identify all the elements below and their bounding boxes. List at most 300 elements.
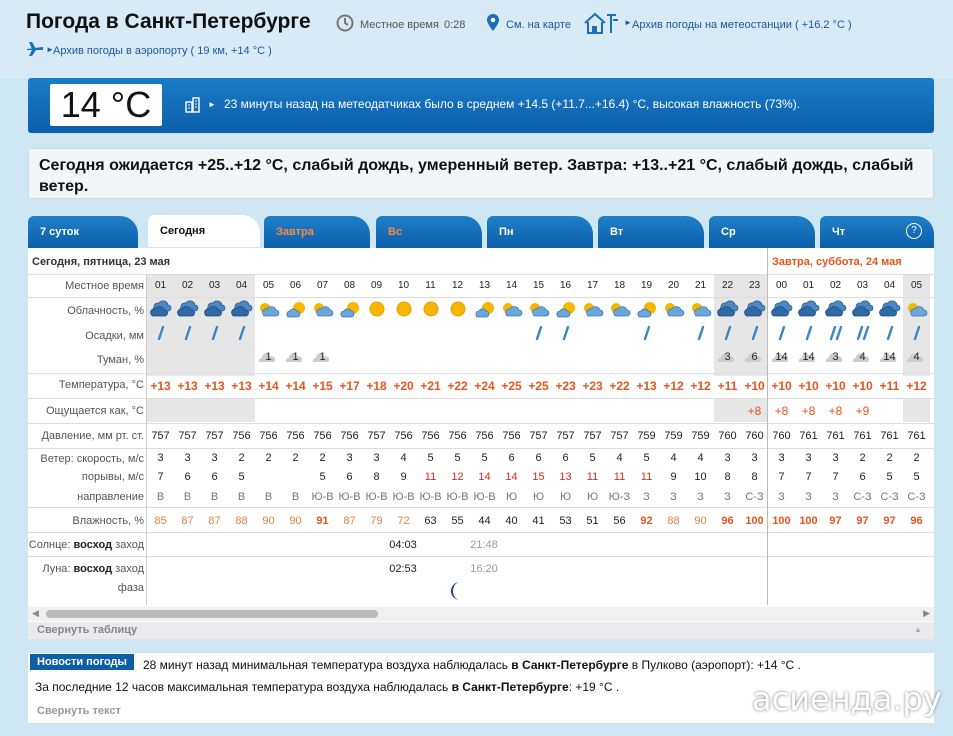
rain-drops-icon	[822, 326, 849, 343]
pressure-cell: 760	[745, 430, 764, 442]
hour-cell: 11	[425, 280, 436, 291]
humidity-cell: 88	[667, 515, 680, 527]
pressure-cell: 756	[394, 430, 413, 442]
hour-cell: 04	[883, 280, 896, 291]
wind-gust-cell: 11	[424, 471, 437, 483]
wind-direction-cell: С-З	[880, 491, 899, 503]
temperature-cell: +11	[879, 379, 900, 393]
rain-drops-icon	[687, 326, 714, 343]
hour-cell: 09	[370, 280, 383, 291]
humidity-cell: 97	[829, 515, 842, 527]
wind-speed-cell: 3	[184, 452, 191, 464]
fog-value: 3	[832, 351, 839, 363]
weather-icon-heavy-cloud	[849, 298, 876, 322]
clock-icon	[336, 14, 354, 32]
wind-speed-cell: 3	[157, 452, 164, 464]
weather-icon-cloud-sun	[687, 298, 714, 322]
wind-direction-cell: В	[210, 491, 219, 503]
scrollbar-thumb[interactable]	[46, 610, 378, 618]
row-divider	[28, 556, 934, 557]
map-link[interactable]: См. на карте	[506, 19, 571, 31]
scroll-left-arrow-icon[interactable]: ◀	[32, 608, 39, 618]
wind-gust-cell: 13	[559, 471, 572, 483]
moon-title: Луна:	[42, 563, 71, 575]
humidity-cell: 87	[208, 515, 221, 527]
feels-shade-right2	[903, 398, 930, 422]
header	[0, 0, 953, 78]
arrow-icon: ►	[624, 18, 632, 27]
wind-speed-cell: 3	[724, 452, 731, 464]
weather-icon-heavy-cloud	[714, 298, 741, 322]
rain-drops-icon	[174, 326, 201, 343]
wind-direction-cell: З	[805, 491, 812, 503]
fog-cell	[822, 351, 849, 367]
humidity-cell: 53	[559, 515, 572, 527]
wind-direction-cell: В	[291, 491, 300, 503]
wind-direction-cell: Ю	[532, 491, 545, 503]
wind-direction-cell: Ю-В	[419, 491, 442, 503]
collapse-text-button[interactable]: Свернуть текст	[37, 705, 121, 717]
wind-direction-cell: Ю-В	[365, 491, 388, 503]
wind-gust-cell: 5	[886, 471, 893, 483]
pressure-cell: 756	[421, 430, 440, 442]
wind-direction-cell: Ю-В	[446, 491, 469, 503]
humidity-cell: 97	[883, 515, 896, 527]
day-header-tomorrow: Завтра, суббота, 24 мая	[772, 256, 902, 268]
pressure-cell: 757	[583, 430, 602, 442]
moonrise-time: 02:53	[389, 563, 417, 575]
fog-value: 14	[802, 351, 815, 363]
weather-icon-sun-cloud	[552, 298, 579, 322]
hour-cell: 10	[397, 280, 410, 291]
temperature-cell: +12	[663, 379, 684, 393]
feels-like-cell: +8	[801, 404, 816, 418]
airplane-icon	[26, 40, 44, 58]
hour-cell: 12	[451, 280, 464, 291]
pressure-cell: 761	[853, 430, 872, 442]
temperature-cell: +12	[690, 379, 711, 393]
wind-speed-cell: 3	[805, 452, 812, 464]
pressure-cell: 757	[556, 430, 575, 442]
wind-speed-cell: 5	[589, 452, 596, 464]
temperature-cell: +10	[771, 379, 792, 393]
wind-gust-cell: 6	[859, 471, 866, 483]
feels-like-cell: +9	[855, 404, 870, 418]
hour-cell: 02	[829, 280, 842, 291]
pressure-cell: 761	[880, 430, 899, 442]
humidity-cell: 97	[856, 515, 869, 527]
row-label-fog: Туман, %	[96, 354, 144, 366]
pressure-cell: 761	[826, 430, 845, 442]
row-label-temp: Температура, °C	[58, 379, 144, 391]
pressure-cell: 757	[151, 430, 170, 442]
hour-cell: 17	[586, 280, 599, 291]
wind-gust-cell: 14	[478, 471, 491, 483]
fog-value: 6	[751, 351, 758, 363]
row-label-pressure: Давление, мм рт. ст.	[41, 430, 144, 442]
tab-5[interactable]: Вт	[598, 216, 704, 248]
temperature-cell: +14	[285, 379, 306, 393]
wind-speed-cell: 3	[751, 452, 758, 464]
wind-speed-cell: 5	[481, 452, 488, 464]
humidity-cell: 87	[181, 515, 194, 527]
pressure-cell: 759	[691, 430, 710, 442]
wind-speed-cell: 4	[400, 452, 407, 464]
humidity-cell: 85	[154, 515, 167, 527]
news-line-2	[35, 680, 619, 694]
weather-icon-cloud-sun	[660, 298, 687, 322]
humidity-cell: 63	[424, 515, 437, 527]
hour-cell: 04	[235, 280, 248, 291]
moon-rise-label: восход	[73, 563, 113, 575]
fog-cell	[741, 351, 768, 367]
rain-drops-icon	[714, 326, 741, 343]
tab-6[interactable]: Ср	[709, 216, 815, 248]
temperature-cell: +21	[420, 379, 441, 393]
wind-gust-cell: 9	[400, 471, 407, 483]
hour-cell: 16	[559, 280, 572, 291]
station-archive-link[interactable]: Архив погоды на метеостанции ( +16.2 °C )	[632, 19, 852, 31]
forecast-summary: Сегодня ожидается +25..+12 °C, слабый дождь, умеренный ветер. Завтра: +13..+21 °C, слабый дождь, слабый ветер.	[28, 148, 934, 199]
temperature-cell: +23	[555, 379, 576, 393]
weather-station-icon	[583, 11, 621, 35]
tab-4[interactable]: Пн	[487, 216, 593, 248]
wind-direction-cell: Ю-В	[311, 491, 334, 503]
rain-drops-icon	[228, 326, 255, 343]
humidity-cell: 100	[772, 515, 791, 527]
pressure-cell: 761	[907, 430, 926, 442]
row-label-time: Местное время	[65, 280, 144, 292]
row-label-sun	[28, 539, 144, 551]
wind-speed-cell: 2	[859, 452, 866, 464]
rain-drops-icon	[768, 326, 795, 343]
wind-direction-cell: Ю-В	[473, 491, 496, 503]
row-divider	[28, 398, 934, 399]
news-line-2-city: в Санкт-Петербурге	[451, 680, 569, 694]
fog-cell	[768, 351, 795, 367]
wind-speed-cell: 5	[427, 452, 434, 464]
hour-cell: 06	[289, 280, 302, 291]
temperature-cell: +13	[636, 379, 657, 393]
weather-icon-sun-cloud	[471, 298, 498, 322]
moonset-time: 16:20	[470, 563, 498, 575]
tab-3[interactable]: Вс	[376, 216, 482, 248]
collapse-up-arrow-icon[interactable]: ▲	[914, 625, 922, 634]
weather-icon-heavy-cloud	[228, 298, 255, 322]
arrow-icon: ►	[46, 45, 54, 54]
humidity-cell: 79	[370, 515, 383, 527]
pressure-cell: 757	[610, 430, 629, 442]
rain-drops-icon	[147, 326, 174, 343]
weather-icon-heavy-cloud	[147, 298, 174, 322]
weather-icon-heavy-cloud	[201, 298, 228, 322]
pressure-cell: 759	[637, 430, 656, 442]
hour-cell: 21	[694, 280, 707, 291]
weather-icon-cloud-sun	[498, 298, 525, 322]
fog-cell	[282, 351, 309, 367]
humidity-cell: 96	[721, 515, 734, 527]
news-badge[interactable]: Новости погоды	[30, 654, 134, 670]
wind-direction-cell: С-З	[907, 491, 926, 503]
news-line-1	[143, 658, 801, 672]
humidity-cell: 91	[316, 515, 329, 527]
fog-value: 14	[775, 351, 788, 363]
sunset-time: 21:48	[470, 539, 498, 551]
pressure-cell: 760	[772, 430, 791, 442]
pressure-cell: 761	[799, 430, 818, 442]
pressure-cell: 756	[259, 430, 278, 442]
rain-drops-icon	[633, 326, 660, 343]
wind-direction-cell: З	[643, 491, 650, 503]
weather-icon-sun	[444, 298, 471, 322]
wind-gust-cell: 8	[751, 471, 758, 483]
tab-2[interactable]: Завтра	[264, 216, 370, 248]
wind-direction-cell: З	[670, 491, 677, 503]
fog-value: 1	[292, 351, 299, 363]
temperature-cell: +12	[906, 379, 927, 393]
weather-icon-sun-cloud	[282, 298, 309, 322]
fog-cell	[255, 351, 282, 367]
weather-icon-cloud-sun	[903, 298, 930, 322]
fog-cell	[849, 351, 876, 367]
collapse-table-button[interactable]	[28, 622, 934, 639]
feels-like-cell: +8	[747, 404, 762, 418]
wind-gust-cell: 6	[346, 471, 353, 483]
hour-cell: 22	[721, 280, 734, 291]
sun-set-label: заход	[115, 539, 144, 551]
scroll-right-arrow-icon[interactable]: ▶	[923, 608, 930, 618]
wind-direction-cell: З	[832, 491, 839, 503]
current-conditions-text: 23 минуты назад на метеодатчиках было в среднем +14.5 (+11.7...+16.4) °C, высокая влажность (73%).	[224, 97, 801, 111]
row-label-feels: Ощущается как, °C	[45, 405, 144, 417]
wind-direction-cell: В	[237, 491, 246, 503]
wind-direction-cell: В	[183, 491, 192, 503]
wind-gust-cell: 5	[913, 471, 920, 483]
weather-icon-cloud-sun	[255, 298, 282, 322]
tab-0[interactable]: 7 суток	[28, 216, 138, 248]
moon-phase-crescent-icon	[444, 581, 471, 604]
wind-speed-cell: 6	[562, 452, 569, 464]
hour-cell: 13	[478, 280, 491, 291]
humidity-cell: 40	[505, 515, 518, 527]
wind-gust-cell: 14	[505, 471, 518, 483]
weather-icon-heavy-cloud	[822, 298, 849, 322]
row-divider	[28, 274, 934, 275]
fog-cell	[795, 351, 822, 367]
hour-cell: 20	[667, 280, 680, 291]
watermark-logo	[752, 680, 942, 718]
current-temperature: 14 °C	[50, 84, 162, 126]
pressure-cell: 756	[340, 430, 359, 442]
help-icon[interactable]: ?	[906, 223, 922, 239]
hour-cell: 03	[856, 280, 869, 291]
temperature-cell: +10	[825, 379, 846, 393]
news-line-1-value: в Пулково (аэропорт): +14 °C .	[628, 658, 801, 672]
humidity-cell: 100	[799, 515, 818, 527]
wind-direction-cell: Ю-В	[392, 491, 415, 503]
hour-cell: 03	[208, 280, 221, 291]
pressure-cell: 760	[718, 430, 737, 442]
temperature-cell: +22	[609, 379, 630, 393]
temperature-cell: +22	[447, 379, 468, 393]
temperature-cell: +14	[258, 379, 279, 393]
wind-direction-cell: Ю	[559, 491, 572, 503]
wind-speed-cell: 4	[616, 452, 623, 464]
page-title: Погода в Санкт-Петербурге	[26, 10, 311, 33]
wind-direction-cell: В	[156, 491, 165, 503]
hour-cell: 19	[640, 280, 653, 291]
wind-speed-cell: 2	[265, 452, 272, 464]
wind-direction-cell: Ю-В	[338, 491, 361, 503]
wind-direction-cell: Ю	[505, 491, 518, 503]
wind-gust-cell: 11	[586, 471, 599, 483]
tab-1[interactable]: Сегодня	[148, 215, 260, 247]
current-conditions-bar	[28, 78, 934, 133]
collapse-table-label[interactable]: Свернуть таблицу	[37, 624, 138, 636]
fog-cell	[876, 351, 903, 367]
weather-icon-heavy-cloud	[741, 298, 768, 322]
wind-direction-cell: Ю-З	[608, 491, 631, 503]
wind-speed-cell: 3	[373, 452, 380, 464]
wind-speed-cell: 2	[238, 452, 245, 464]
temperature-cell: +25	[528, 379, 549, 393]
wind-direction-cell: Ю	[586, 491, 599, 503]
temperature-cell: +10	[798, 379, 819, 393]
weather-icon-sun	[390, 298, 417, 322]
rain-drops-icon	[741, 326, 768, 343]
day-tabs	[28, 215, 934, 248]
forecast-table	[28, 248, 934, 623]
temperature-cell: +17	[339, 379, 360, 393]
rain-drops-icon	[795, 326, 822, 343]
wind-direction-cell: В	[264, 491, 273, 503]
wind-speed-cell: 2	[913, 452, 920, 464]
wind-speed-cell: 3	[211, 452, 218, 464]
row-divider	[28, 507, 934, 508]
hour-cell: 18	[613, 280, 626, 291]
weather-icon-cloud-sun	[525, 298, 552, 322]
temperature-cell: +13	[231, 379, 252, 393]
temperature-cell: +20	[393, 379, 414, 393]
pressure-cell: 756	[475, 430, 494, 442]
hour-cell: 01	[154, 280, 167, 291]
fog-value: 14	[883, 351, 896, 363]
humidity-cell: 56	[613, 515, 626, 527]
wind-direction-cell: З	[778, 491, 785, 503]
wind-gust-cell: 7	[832, 471, 839, 483]
wind-gust-cell: 11	[640, 471, 653, 483]
feels-like-cell: +8	[774, 404, 789, 418]
temperature-cell: +15	[312, 379, 333, 393]
humidity-cell: 90	[289, 515, 302, 527]
tab-7[interactable]: Чт	[820, 216, 934, 248]
wind-speed-cell: 6	[508, 452, 515, 464]
airport-archive-link[interactable]: Архив погоды в аэропорту ( 19 км, +14 °C )	[53, 45, 272, 57]
wind-direction-cell: С-З	[745, 491, 764, 503]
temperature-cell: +23	[582, 379, 603, 393]
wind-gust-cell: 5	[319, 471, 326, 483]
pressure-cell: 756	[502, 430, 521, 442]
rain-drops-icon	[849, 326, 876, 343]
temperature-cell: +25	[501, 379, 522, 393]
humidity-cell: 96	[910, 515, 923, 527]
wind-speed-cell: 3	[346, 452, 353, 464]
day-header-today: Сегодня, пятница, 23 мая	[32, 256, 171, 268]
wind-speed-cell: 5	[454, 452, 461, 464]
weather-icon-heavy-cloud	[174, 298, 201, 322]
temperature-cell: +11	[717, 379, 738, 393]
local-time-value: 0:28	[444, 19, 466, 31]
weather-icon-heavy-cloud	[768, 298, 795, 322]
humidity-cell: 55	[451, 515, 464, 527]
row-label-wind: Ветер: скорость, м/с	[40, 453, 144, 465]
rain-drops-icon	[876, 326, 903, 343]
temperature-cell: +10	[744, 379, 765, 393]
sunrise-time: 04:03	[389, 539, 417, 551]
weather-icon-sun-cloud	[336, 298, 363, 322]
wind-speed-cell: 2	[319, 452, 326, 464]
fog-value: 4	[913, 351, 920, 363]
hour-cell: 02	[181, 280, 194, 291]
humidity-cell: 88	[235, 515, 248, 527]
temperature-cell: +13	[204, 379, 225, 393]
wind-speed-cell: 4	[697, 452, 704, 464]
wind-speed-cell: 6	[535, 452, 542, 464]
humidity-cell: 92	[640, 515, 653, 527]
weather-icon-sun-cloud	[633, 298, 660, 322]
row-label-moon	[28, 563, 144, 575]
humidity-cell: 100	[745, 515, 764, 527]
fog-value: 1	[319, 351, 326, 363]
horizontal-scrollbar[interactable]	[28, 607, 934, 621]
weather-icon-sun	[417, 298, 444, 322]
humidity-cell: 51	[586, 515, 599, 527]
wind-gust-cell: 7	[778, 471, 785, 483]
wind-direction-cell: З	[697, 491, 704, 503]
pressure-cell: 757	[529, 430, 548, 442]
local-time-label: Местное время	[360, 19, 439, 31]
wind-speed-cell: 5	[643, 452, 650, 464]
hour-cell: 07	[316, 280, 329, 291]
pressure-cell: 757	[367, 430, 386, 442]
humidity-cell: 72	[397, 515, 410, 527]
temperature-cell: +18	[366, 379, 387, 393]
fog-cell	[714, 351, 741, 367]
temperature-cell: +13	[150, 379, 171, 393]
wind-gust-cell: 10	[694, 471, 707, 483]
fog-cell	[903, 351, 930, 367]
map-pin-icon	[486, 13, 500, 32]
wind-speed-cell: 2	[886, 452, 893, 464]
wind-gust-cell: 11	[613, 471, 626, 483]
wind-gust-cell: 8	[373, 471, 380, 483]
fog-value: 3	[724, 351, 731, 363]
wind-gust-cell: 7	[157, 471, 164, 483]
pressure-cell: 757	[205, 430, 224, 442]
news-line-2-text: За последние 12 часов максимальная температура воздуха наблюдалась	[35, 680, 452, 694]
weather-icon-heavy-cloud	[795, 298, 822, 322]
row-label-hum: Влажность, %	[72, 515, 144, 527]
watermark-text: асиенда.ру	[752, 680, 942, 718]
humidity-cell: 41	[532, 515, 545, 527]
wind-direction-cell: З	[724, 491, 731, 503]
weather-icon-cloud-sun	[579, 298, 606, 322]
row-divider	[28, 532, 934, 533]
fog-value: 4	[859, 351, 866, 363]
wind-speed-cell: 3	[778, 452, 785, 464]
wind-gust-cell: 6	[184, 471, 191, 483]
buildings-icon	[185, 97, 201, 113]
